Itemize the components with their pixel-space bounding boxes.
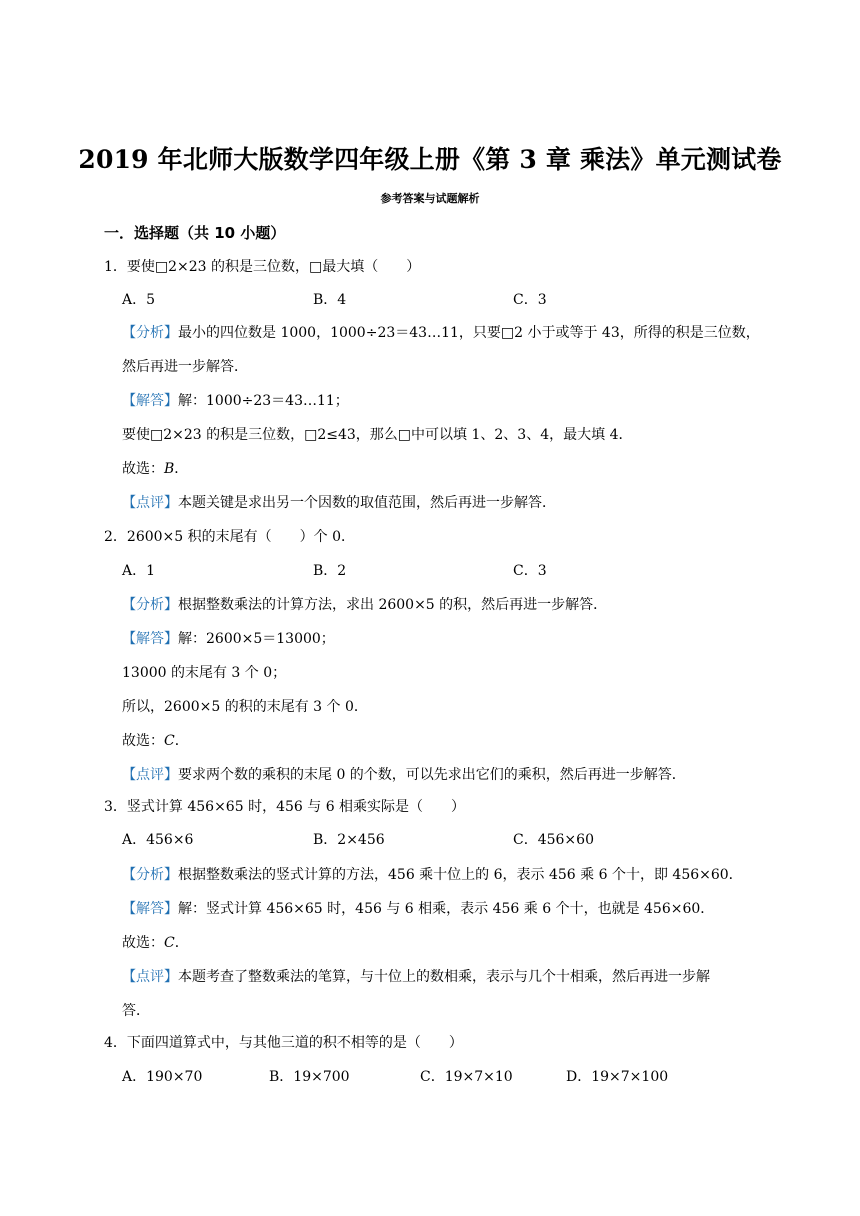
question-2-option-c: C．3 <box>513 563 547 579</box>
question-2-comment <box>122 765 686 785</box>
analysis-tag: 【分析】 <box>122 597 178 613</box>
question-4-option-a: A．190×70 <box>122 1069 203 1085</box>
answer-text: 解：竖式计算 456×65 时，456 与 6 相乘，表示 456 乘 6 个十，也就是 456×60． <box>178 901 715 917</box>
analysis-text: 根据整数乘法的计算方法，求出 2600×5 的积，然后再进一步解答． <box>178 597 608 613</box>
analysis-text: 最小的四位数是 1000，1000÷23＝43…11，只要□2 小于或等于 43，所得的积是三位数， <box>178 325 760 341</box>
choice-prefix: 故选： <box>122 461 164 477</box>
section-heading: 一．选择题（共 10 小题） <box>104 224 286 242</box>
page-subtitle: 参考答案与试题解析 <box>380 192 480 205</box>
choice-suffix: ． <box>174 935 189 951</box>
choice-letter: C <box>164 733 175 749</box>
choice-prefix: 故选： <box>122 733 164 749</box>
analysis-text: 根据整数乘法的竖式计算的方法，456 乘十位上的 6，表示 456 乘 6 个十，即 456×60． <box>178 867 743 883</box>
question-1-option-c: C．3 <box>513 292 547 308</box>
question-1-option-b: B．4 <box>313 292 347 308</box>
question-1-analysis <box>122 323 760 343</box>
question-2-choice <box>122 731 189 751</box>
question-4-option-c: C．19×7×10 <box>420 1069 513 1085</box>
question-1-stem: 1．要使□2×23 的积是三位数，□最大填（ ） <box>104 259 421 275</box>
question-2-option-a: A．1 <box>122 563 156 579</box>
question-3-option-c: C．456×60 <box>513 832 594 848</box>
comment-tag: 【点评】 <box>122 495 178 511</box>
page-title: 2019 年北师大版数学四年级上册《第 3 章 乘法》单元测试卷 <box>78 145 782 174</box>
answer-text: 解：1000÷23＝43…11； <box>178 393 349 409</box>
answer-tag: 【解答】 <box>122 393 178 409</box>
question-1-answer-line: 要使□2×23 的积是三位数，□2≤43，那么□中可以填 1、2、3、4，最大填 4． <box>122 427 633 443</box>
question-2-answer-line-1: 13000 的末尾有 3 个 0； <box>122 665 287 681</box>
comment-text: 本题考查了整数乘法的笔算，与十位上的数相乘，表示与几个十相乘，然后再进一步解 <box>178 969 710 985</box>
question-3-comment <box>122 967 710 987</box>
question-3-comment-cont: 答． <box>122 1003 150 1019</box>
choice-letter: C <box>164 935 175 951</box>
question-2-option-b: B．2 <box>313 563 347 579</box>
question-1-answer <box>122 391 349 411</box>
question-4-option-b: B．19×700 <box>269 1069 350 1085</box>
question-2-analysis <box>122 595 607 615</box>
question-3-answer <box>122 899 714 919</box>
question-2-stem: 2．2600×5 积的末尾有（ ）个 0． <box>104 529 355 545</box>
question-1-option-a: A．5 <box>122 292 156 308</box>
question-1-choice <box>122 459 188 479</box>
comment-tag: 【点评】 <box>122 767 178 783</box>
answer-tag: 【解答】 <box>122 901 178 917</box>
question-4-option-d: D．19×7×100 <box>566 1069 669 1085</box>
choice-prefix: 故选： <box>122 935 164 951</box>
question-3-option-a: A．456×6 <box>122 832 194 848</box>
question-2-answer <box>122 629 335 649</box>
answer-text: 解：2600×5＝13000； <box>178 631 335 647</box>
comment-tag: 【点评】 <box>122 969 178 985</box>
question-3-analysis <box>122 865 743 885</box>
question-1-comment <box>122 493 556 513</box>
analysis-tag: 【分析】 <box>122 325 178 341</box>
choice-letter: B <box>164 461 175 477</box>
comment-text: 本题关键是求出另一个因数的取值范围，然后再进一步解答． <box>178 495 556 511</box>
answer-tag: 【解答】 <box>122 631 178 647</box>
question-3-stem: 3．竖式计算 456×65 时，456 与 6 相乘实际是（ ） <box>104 799 466 815</box>
analysis-tag: 【分析】 <box>122 867 178 883</box>
question-4-stem: 4．下面四道算式中，与其他三道的积不相等的是（ ） <box>104 1035 463 1051</box>
comment-text: 要求两个数的乘积的末尾 0 的个数，可以先求出它们的乘积，然后再进一步解答． <box>178 767 686 783</box>
choice-suffix: ． <box>174 461 189 477</box>
choice-suffix: ． <box>174 733 189 749</box>
question-1-analysis-cont: 然后再进一步解答． <box>122 359 248 375</box>
question-3-choice <box>122 933 189 953</box>
question-2-answer-line-2: 所以，2600×5 的积的末尾有 3 个 0． <box>122 699 368 715</box>
question-3-option-b: B．2×456 <box>313 832 385 848</box>
